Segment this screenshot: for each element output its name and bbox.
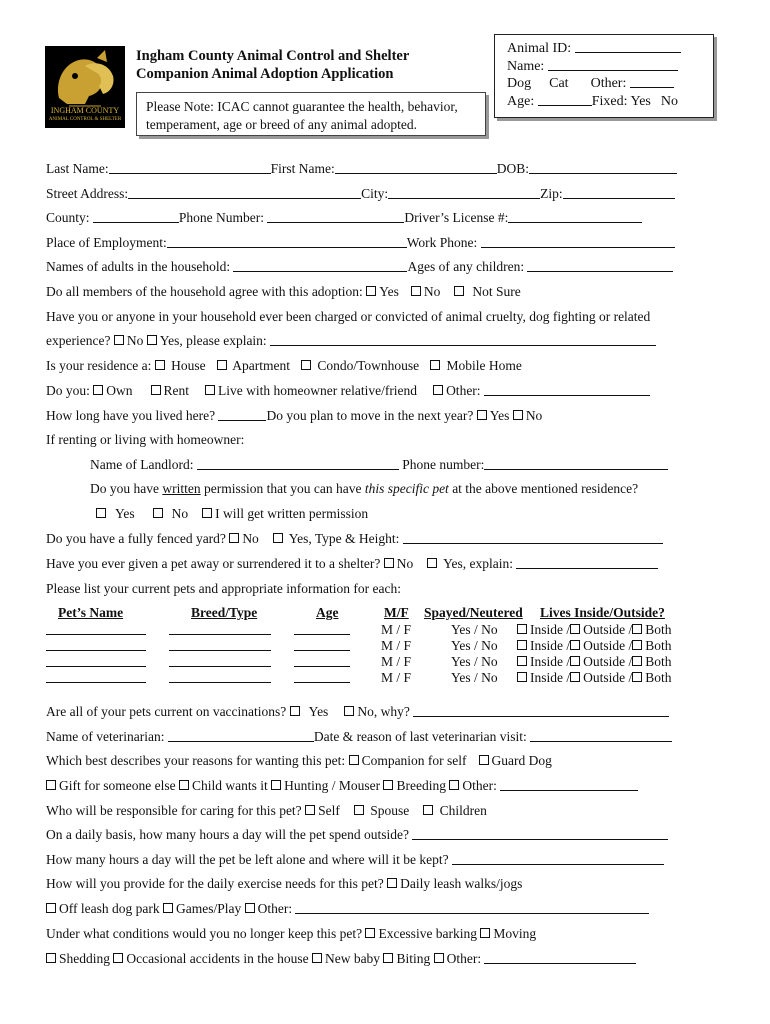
gift-label: Gift for someone else: [59, 778, 176, 793]
exercise-row: [46, 876, 522, 892]
self-label: Self: [318, 803, 340, 818]
employment-row: [46, 235, 675, 251]
outside-checkbox[interactable]: [570, 624, 580, 634]
vaccination-yes-checkbox[interactable]: [290, 706, 300, 716]
residence-row: [46, 358, 522, 374]
inside-label: Inside /: [530, 654, 571, 669]
permission-text-e: at the above mentioned residence?: [448, 481, 639, 496]
conditions-other-checkbox[interactable]: [434, 953, 444, 963]
agree-question: Do all members of the household agree with this adoption:: [46, 284, 363, 299]
title-line-1: Ingham County Animal Control and Shelter: [136, 48, 410, 64]
landlord-phone-label: Phone number:: [402, 457, 485, 472]
adults-field[interactable]: [233, 259, 407, 272]
agree-yes-checkbox[interactable]: [366, 286, 376, 296]
rent-checkbox[interactable]: [151, 385, 161, 395]
breeding-label: Breeding: [396, 778, 446, 793]
conditions-row: [46, 926, 536, 942]
accidents-label: Occasional accidents in the house: [126, 951, 309, 966]
pet-breed-field[interactable]: [169, 654, 271, 667]
both-checkbox[interactable]: [632, 672, 642, 682]
col-breed: Breed/Type: [191, 605, 258, 620]
hunting-checkbox[interactable]: [271, 780, 281, 790]
pet-mf-choice[interactable]: M / F: [381, 622, 412, 637]
phone-label: Phone Number:: [178, 210, 265, 225]
pet-name-field[interactable]: [46, 654, 146, 667]
mobile-home-label: Mobile Home: [446, 358, 522, 373]
col-mf: M/F: [384, 605, 409, 620]
both-checkbox[interactable]: [632, 656, 642, 666]
landlord-phone-field[interactable]: [484, 457, 668, 470]
exercise-row-2: [46, 901, 649, 917]
conditions-row-2: [46, 951, 636, 967]
cruelty-yes-label: Yes, please explain:: [159, 333, 267, 348]
outside-label: Outside /: [583, 654, 633, 669]
page-title: [136, 47, 409, 83]
col-lives: Lives Inside/Outside?: [540, 605, 665, 620]
caring-question: Who will be responsible for caring for this pet?: [46, 803, 302, 818]
county-logo: [45, 46, 125, 128]
age-field[interactable]: [538, 93, 592, 106]
reasons-question: Which best describes your reasons for wanting this pet:: [46, 753, 346, 768]
title-line-2: Companion Animal Adoption Application: [136, 66, 394, 82]
pet-name-field[interactable]: [46, 638, 146, 651]
col-pet-name: Pet’s Name: [58, 605, 124, 620]
ownership-other-checkbox[interactable]: [433, 385, 443, 395]
phone-field[interactable]: [267, 210, 404, 223]
ownership-other-label: Other:: [446, 383, 481, 398]
outside-label: Outside /: [583, 670, 633, 685]
how-long-field[interactable]: [218, 408, 266, 421]
animal-id-label: Animal ID:: [507, 41, 572, 56]
permission-text-specific-pet: this specific pet: [364, 481, 449, 496]
last-name-field[interactable]: [109, 161, 271, 174]
vaccination-question: Are all of your pets current on vaccinations?: [46, 704, 287, 719]
children-checkbox[interactable]: [423, 805, 433, 815]
fenced-no-checkbox[interactable]: [229, 533, 239, 543]
children-ages-field[interactable]: [527, 259, 673, 272]
move-yes-checkbox[interactable]: [477, 410, 487, 420]
barking-label: Excessive barking: [378, 926, 478, 941]
inside-label: Inside /: [530, 622, 571, 637]
address-row: [46, 186, 675, 202]
shedding-label: Shedding: [59, 951, 111, 966]
permission-answer-row: [96, 506, 368, 522]
cruelty-no-checkbox[interactable]: [114, 335, 124, 345]
agree-not-sure-checkbox[interactable]: [454, 286, 464, 296]
vet-row: [46, 729, 672, 745]
first-name-label: First Name:: [270, 161, 335, 176]
accidents-checkbox[interactable]: [113, 953, 123, 963]
disclaimer-note: [136, 92, 486, 136]
employment-label: Place of Employment:: [46, 235, 167, 250]
pet-mf-choice[interactable]: M / F: [381, 654, 412, 669]
exercise-question: How will you provide for the daily exercise needs for this pet?: [46, 876, 384, 891]
outside-hours-row: [46, 827, 668, 843]
both-label: Both: [645, 670, 672, 685]
pet-mf-choice[interactable]: M / F: [381, 670, 412, 685]
barking-checkbox[interactable]: [365, 928, 375, 938]
surrender-yes-label: Yes, explain:: [443, 556, 513, 571]
col-spayed: Spayed/Neutered: [424, 605, 523, 620]
spouse-checkbox[interactable]: [354, 805, 364, 815]
live-with-label: Live with homeowner relative/friend: [218, 383, 418, 398]
reason-other-field[interactable]: [500, 778, 638, 791]
companion-label: Companion for self: [361, 753, 467, 768]
inside-label: Inside /: [530, 638, 571, 653]
move-question: Do you plan to move in the next year?: [266, 408, 474, 423]
move-no-label: No: [525, 408, 543, 423]
vet-field[interactable]: [168, 729, 314, 742]
inside-label: Inside /: [530, 670, 571, 685]
cruelty-answer-row: [46, 333, 656, 349]
moving-label: Moving: [493, 926, 537, 941]
reasons-row: [46, 753, 552, 769]
fenced-question: Do you have a fully fenced yard?: [46, 531, 226, 546]
rent-label: Rent: [163, 383, 189, 398]
fenced-row: [46, 531, 663, 547]
cruelty-no-label: No: [126, 333, 144, 348]
exercise-other-field[interactable]: [295, 901, 649, 914]
surrender-explain-field[interactable]: [516, 556, 658, 569]
both-label: Both: [645, 654, 672, 669]
permission-yes-checkbox[interactable]: [96, 508, 106, 518]
outside-hours-field[interactable]: [412, 827, 668, 840]
conditions-other-label: Other:: [446, 951, 482, 966]
reason-other-checkbox[interactable]: [449, 780, 459, 790]
guard-dog-checkbox[interactable]: [479, 755, 489, 765]
permission-will-get-label: I will get written permission: [215, 506, 369, 521]
off-leash-checkbox[interactable]: [46, 903, 56, 913]
permission-text-written: written: [162, 481, 201, 496]
work-phone-field[interactable]: [481, 235, 675, 248]
residence-question: Is your residence a:: [46, 358, 152, 373]
inside-checkbox[interactable]: [517, 656, 527, 666]
permission-text-a: Do you have: [90, 481, 163, 496]
county-label: County:: [46, 210, 90, 225]
household-row: [46, 259, 673, 275]
street-field[interactable]: [128, 186, 361, 199]
license-label: Driver’s License #:: [404, 210, 509, 225]
vaccination-no-checkbox[interactable]: [344, 706, 354, 716]
list-pets-heading: Please list your current pets and appropriate information for each:: [46, 581, 402, 596]
vet-visit-field[interactable]: [530, 729, 672, 742]
renting-heading: If renting or living with homeowner:: [46, 432, 245, 447]
employment-field[interactable]: [167, 235, 407, 248]
agree-yes-label: Yes: [379, 284, 399, 299]
name-row: [46, 161, 677, 177]
biting-checkbox[interactable]: [383, 953, 393, 963]
house-label: House: [171, 358, 206, 373]
fixed-yes-option[interactable]: Fixed: Yes: [591, 93, 651, 109]
tenure-row: [46, 408, 542, 424]
condo-checkbox[interactable]: [301, 360, 311, 370]
permission-will-get-checkbox[interactable]: [202, 508, 212, 518]
cruelty-question-end: experience?: [46, 333, 111, 348]
other-animal-field[interactable]: [630, 75, 674, 88]
self-checkbox[interactable]: [305, 805, 315, 815]
leash-walks-label: Daily leash walks/jogs: [400, 876, 523, 891]
dob-field[interactable]: [529, 161, 677, 174]
pet-age-field[interactable]: [294, 622, 350, 635]
zip-label: Zip:: [540, 186, 563, 201]
surrender-question: Have you ever given a pet away or surrendered it to a shelter?: [46, 556, 381, 571]
inside-checkbox[interactable]: [517, 672, 527, 682]
inside-checkbox[interactable]: [517, 640, 527, 650]
fixed-no-option[interactable]: No: [660, 93, 678, 109]
children-label: Children: [439, 803, 487, 818]
vaccination-no-label: No, why?: [357, 704, 410, 719]
landlord-row: [90, 457, 668, 473]
pet-mf-choice[interactable]: M / F: [381, 638, 412, 653]
age-label: Age:: [507, 93, 535, 109]
gift-checkbox[interactable]: [46, 780, 56, 790]
landlord-field[interactable]: [197, 457, 399, 470]
both-checkbox[interactable]: [632, 624, 642, 634]
dog-option[interactable]: Dog: [507, 76, 532, 91]
reasons-row-2: [46, 778, 638, 794]
pet-age-field[interactable]: [294, 670, 350, 683]
conditions-other-field[interactable]: [484, 951, 636, 964]
do-you-label: Do you:: [46, 383, 90, 398]
vaccination-row: [46, 704, 669, 720]
conditions-question: Under what conditions would you no longer keep this pet?: [46, 926, 363, 941]
cruelty-question-line: Have you or anyone in your household ever been charged or convicted of animal cruelty, dog fighting or related: [46, 309, 651, 324]
how-long-label: How long have you lived here?: [46, 408, 216, 423]
cruelty-explain-field[interactable]: [270, 333, 656, 346]
permission-question: [90, 481, 638, 497]
condo-label: Condo/Townhouse: [317, 358, 420, 373]
county-field[interactable]: [93, 210, 179, 223]
pet-age-field[interactable]: [294, 638, 350, 651]
animal-name-field[interactable]: [548, 58, 678, 71]
both-checkbox[interactable]: [632, 640, 642, 650]
fenced-yes-checkbox[interactable]: [273, 533, 283, 543]
pet-spayed-choice[interactable]: Yes / No: [451, 654, 498, 669]
agree-no-label: No: [423, 284, 441, 299]
breeding-checkbox[interactable]: [383, 780, 393, 790]
games-label: Games/Play: [175, 901, 242, 916]
permission-no-label: No: [171, 506, 189, 521]
both-label: Both: [645, 622, 672, 637]
dog-cat-logo-icon: [45, 46, 125, 128]
note-line-1: Please Note: ICAC cannot guarantee the health, behavior,: [146, 99, 458, 114]
landlord-label: Name of Landlord:: [90, 457, 194, 472]
games-checkbox[interactable]: [163, 903, 173, 913]
county-row: [46, 210, 642, 226]
guard-dog-label: Guard Dog: [491, 753, 552, 768]
vet-label: Name of veterinarian:: [46, 729, 165, 744]
surrender-row: [46, 556, 658, 572]
companion-checkbox[interactable]: [349, 755, 359, 765]
agree-not-sure-label: Not Sure: [472, 284, 521, 299]
children-ages-label: Ages of any children:: [407, 259, 525, 274]
inside-checkbox[interactable]: [517, 624, 527, 634]
surrender-no-label: No: [396, 556, 414, 571]
house-checkbox[interactable]: [155, 360, 165, 370]
move-no-checkbox[interactable]: [513, 410, 523, 420]
caring-row: [46, 803, 487, 819]
both-label: Both: [645, 638, 672, 653]
own-label: Own: [106, 383, 133, 398]
first-name-field[interactable]: [335, 161, 497, 174]
pet-age-field[interactable]: [294, 654, 350, 667]
logo-line-2: ANIMAL CONTROL & SHELTER: [48, 117, 122, 122]
agree-row: [46, 284, 521, 300]
moving-checkbox[interactable]: [480, 928, 490, 938]
vaccination-yes-label: Yes: [308, 704, 329, 719]
live-with-checkbox[interactable]: [205, 385, 215, 395]
leash-walks-checkbox[interactable]: [387, 878, 397, 888]
office-use-box: [494, 34, 714, 118]
pet-breed-field[interactable]: [169, 622, 271, 635]
vet-visit-label: Date & reason of last veterinarian visit:: [313, 729, 527, 744]
fence-type-field[interactable]: [403, 531, 663, 544]
apartment-checkbox[interactable]: [217, 360, 227, 370]
apartment-label: Apartment: [232, 358, 290, 373]
street-label: Street Address:: [46, 186, 129, 201]
note-line-2: temperament, age or breed of any animal adopted.: [146, 117, 418, 132]
exercise-other-checkbox[interactable]: [245, 903, 255, 913]
child-wants-label: Child wants it: [191, 778, 268, 793]
vaccination-why-field[interactable]: [413, 704, 669, 717]
other-animal-label: Other:: [590, 76, 627, 91]
biting-label: Biting: [396, 951, 431, 966]
adults-label: Names of adults in the household:: [46, 259, 231, 274]
city-label: City:: [361, 186, 389, 201]
outside-checkbox[interactable]: [570, 672, 580, 682]
last-name-label: Last Name:: [46, 161, 109, 176]
hunting-label: Hunting / Mouser: [284, 778, 381, 793]
new-baby-checkbox[interactable]: [312, 953, 322, 963]
fenced-no-label: No: [242, 531, 259, 546]
pet-spayed-choice[interactable]: Yes / No: [451, 670, 498, 685]
mobile-home-checkbox[interactable]: [430, 360, 440, 370]
outside-checkbox[interactable]: [570, 656, 580, 666]
reason-other-label: Other:: [462, 778, 497, 793]
cruelty-yes-checkbox[interactable]: [147, 335, 157, 345]
animal-id-field[interactable]: [575, 40, 681, 53]
own-checkbox[interactable]: [93, 385, 103, 395]
fenced-yes-label: Yes, Type & Height:: [288, 531, 400, 546]
agree-no-checkbox[interactable]: [411, 286, 421, 296]
outside-label: Outside /: [583, 638, 633, 653]
pet-name-field[interactable]: [46, 622, 146, 635]
ownership-row: [46, 383, 650, 399]
ownership-other-field[interactable]: [484, 383, 650, 396]
shedding-checkbox[interactable]: [46, 953, 56, 963]
license-field[interactable]: [508, 210, 642, 223]
pet-spayed-choice[interactable]: Yes / No: [451, 638, 498, 653]
work-phone-label: Work Phone:: [406, 235, 478, 250]
surrender-yes-checkbox[interactable]: [427, 558, 437, 568]
cat-option[interactable]: Cat: [549, 76, 569, 91]
pet-name-field[interactable]: [46, 670, 146, 683]
pet-spayed-choice[interactable]: Yes / No: [451, 622, 498, 637]
alone-hours-question: How many hours a day will the pet be left alone and where will it be kept?: [46, 852, 449, 867]
permission-yes-label: Yes: [115, 506, 135, 521]
new-baby-label: New baby: [324, 951, 381, 966]
exercise-other-label: Other:: [257, 901, 293, 916]
outside-checkbox[interactable]: [570, 640, 580, 650]
col-age: Age: [316, 605, 339, 620]
outside-hours-question: On a daily basis, how many hours a day will the pet spend outside?: [46, 827, 409, 842]
permission-no-checkbox[interactable]: [153, 508, 163, 518]
permission-text-c: permission that you can have: [200, 481, 365, 496]
outside-label: Outside /: [583, 622, 633, 637]
spouse-label: Spouse: [370, 803, 410, 818]
pet-breed-field[interactable]: [169, 638, 271, 651]
off-leash-label: Off leash dog park: [59, 901, 160, 916]
dob-label: DOB:: [496, 161, 529, 176]
animal-name-label: Name:: [507, 58, 545, 74]
surrender-no-checkbox[interactable]: [384, 558, 394, 568]
child-wants-checkbox[interactable]: [179, 780, 189, 790]
zip-field[interactable]: [563, 186, 675, 199]
alone-hours-row: [46, 852, 664, 868]
city-field[interactable]: [388, 186, 540, 199]
move-yes-label: Yes: [489, 408, 510, 423]
pet-breed-field[interactable]: [169, 670, 271, 683]
alone-hours-field[interactable]: [452, 852, 664, 865]
logo-line-1: INGHAM COUNTY: [50, 106, 120, 115]
